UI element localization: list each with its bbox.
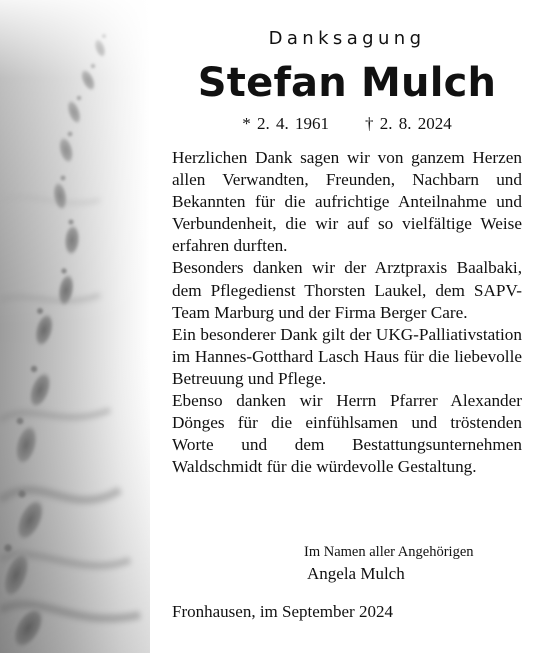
thanks-paragraph: Herzlichen Dank sagen wir von ganzem Herzen allen Verwandten, Freunden, Nachbarn und Bekannten für die aufrichtige Anteilnahme und Verbundenheit, die wir auf so vielfältige Weise erfahren durften. (172, 148, 522, 256)
thanks-paragraph: Ebenso danken wir Herrn Pfarrer Alexander Dönges für die einfühlsamen und tröstenden Worte und dem Bestattungsunternehmen Waldschmidt für die würdevolle Gestaltung. (172, 391, 522, 477)
notice-heading: Danksagung (268, 28, 426, 49)
signature-block (304, 542, 524, 586)
footprints-sand-image (0, 0, 150, 653)
signer-name: Angela Mulch (307, 564, 405, 583)
signature-lead: Im Namen aller Angehörigen (304, 544, 474, 560)
thanks-paragraph: Ein besonderer Dank gilt der UKG-Palliativstation im Hannes-Gotthard Lasch Haus für die liebevolle Betreuung und Pflege. (172, 324, 522, 388)
birth-date: * 2. 4. 1961 (242, 114, 329, 133)
notice-body (172, 147, 522, 478)
place-date: Fronhausen, im September 2024 (172, 602, 393, 621)
deceased-name: Stefan Mulch (197, 60, 497, 106)
death-date: † 2. 8. 2024 (365, 114, 452, 133)
life-dates (172, 114, 522, 134)
thanks-paragraph: Besonders danken wir der Arztpraxis Baalbaki, dem Pflegedienst Thorsten Laukel, dem SAPV-Team Marburg und der Firma Berger Care. (172, 258, 522, 322)
notice-content (172, 0, 522, 653)
